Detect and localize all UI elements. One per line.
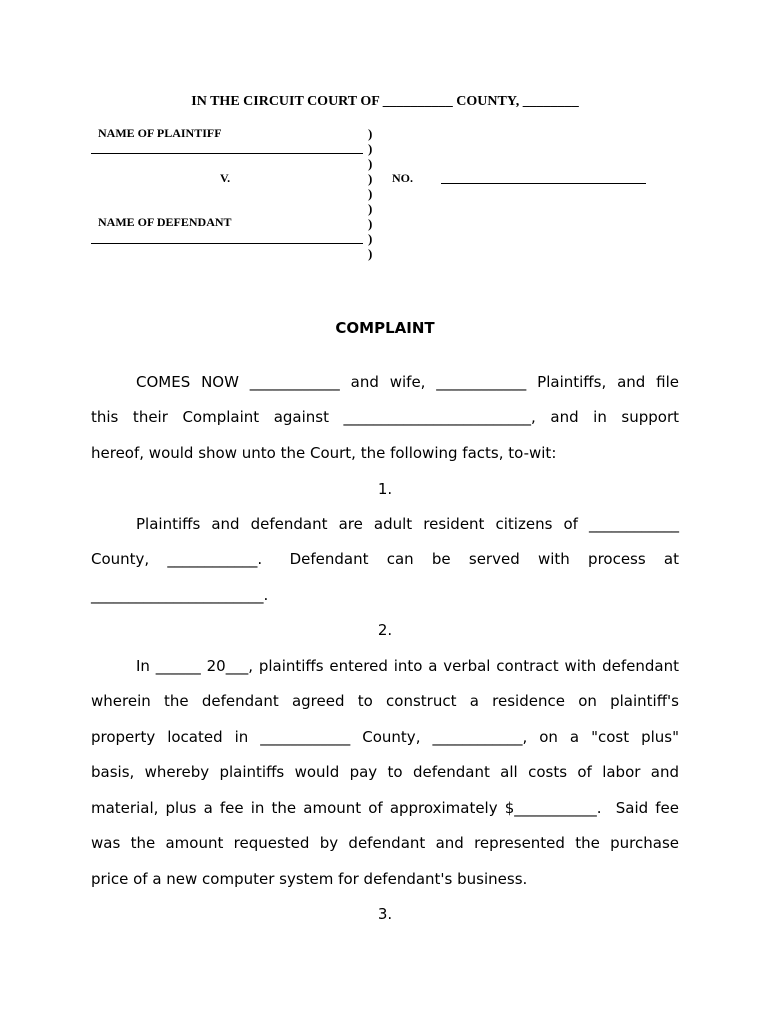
caption-paren-column (368, 126, 372, 261)
body-line: COMES NOW ____________ and wife, ____________ Plaintiffs, and file (136, 373, 679, 391)
defendant-label: NAME OF DEFENDANT (98, 215, 232, 229)
plaintiff-label: NAME OF PLAINTIFF (98, 126, 222, 140)
body-line: wherein the defendant agreed to construct a residence on plaintiff's (91, 692, 679, 710)
caption-paren: ) (368, 201, 373, 216)
paragraph-number: 1. (377, 480, 393, 498)
body-line: was the amount requested by defendant and represented the purchase (91, 834, 679, 852)
plaintiff-signature-line (91, 153, 363, 154)
caption-paren: ) (368, 186, 373, 201)
caption-paren: ) (368, 216, 373, 231)
caption-paren: ) (368, 141, 373, 156)
body-line: Plaintiffs and defendant are adult resident citizens of ____________ (136, 515, 679, 533)
document-title: COMPLAINT (335, 319, 435, 337)
body-line: material, plus a fee in the amount of approximately $___________. Said fee (91, 799, 679, 817)
body-line: basis, whereby plaintiffs would pay to defendant all costs of labor and (91, 763, 679, 781)
caption-paren: ) (368, 171, 373, 186)
body-line: _______________________. (91, 586, 269, 604)
body-line: property located in ____________ County, ____________, on a "cost plus" (91, 728, 679, 746)
defendant-signature-line (91, 243, 363, 244)
case-number-label: NO. (392, 171, 413, 185)
court-header: IN THE CIRCUIT COURT OF __________ COUNTY, ________ (191, 94, 579, 109)
body-line: County, ____________. Defendant can be served with process at (91, 550, 679, 568)
versus-label: V. (220, 171, 231, 185)
paragraph-number: 3. (377, 905, 393, 923)
caption-paren: ) (368, 126, 373, 141)
body-line: In ______ 20___, plaintiffs entered into a verbal contract with defendant (136, 657, 679, 675)
caption-paren: ) (368, 156, 373, 171)
caption-paren: ) (368, 246, 373, 261)
body-line: price of a new computer system for defendant's business. (91, 870, 528, 888)
case-number-line (441, 183, 646, 184)
caption-paren: ) (368, 231, 373, 246)
body-line: hereof, would show unto the Court, the following facts, to-wit: (91, 444, 557, 462)
paragraph-number: 2. (377, 621, 393, 639)
body-line: this their Complaint against _________________________, and in support (91, 408, 679, 426)
